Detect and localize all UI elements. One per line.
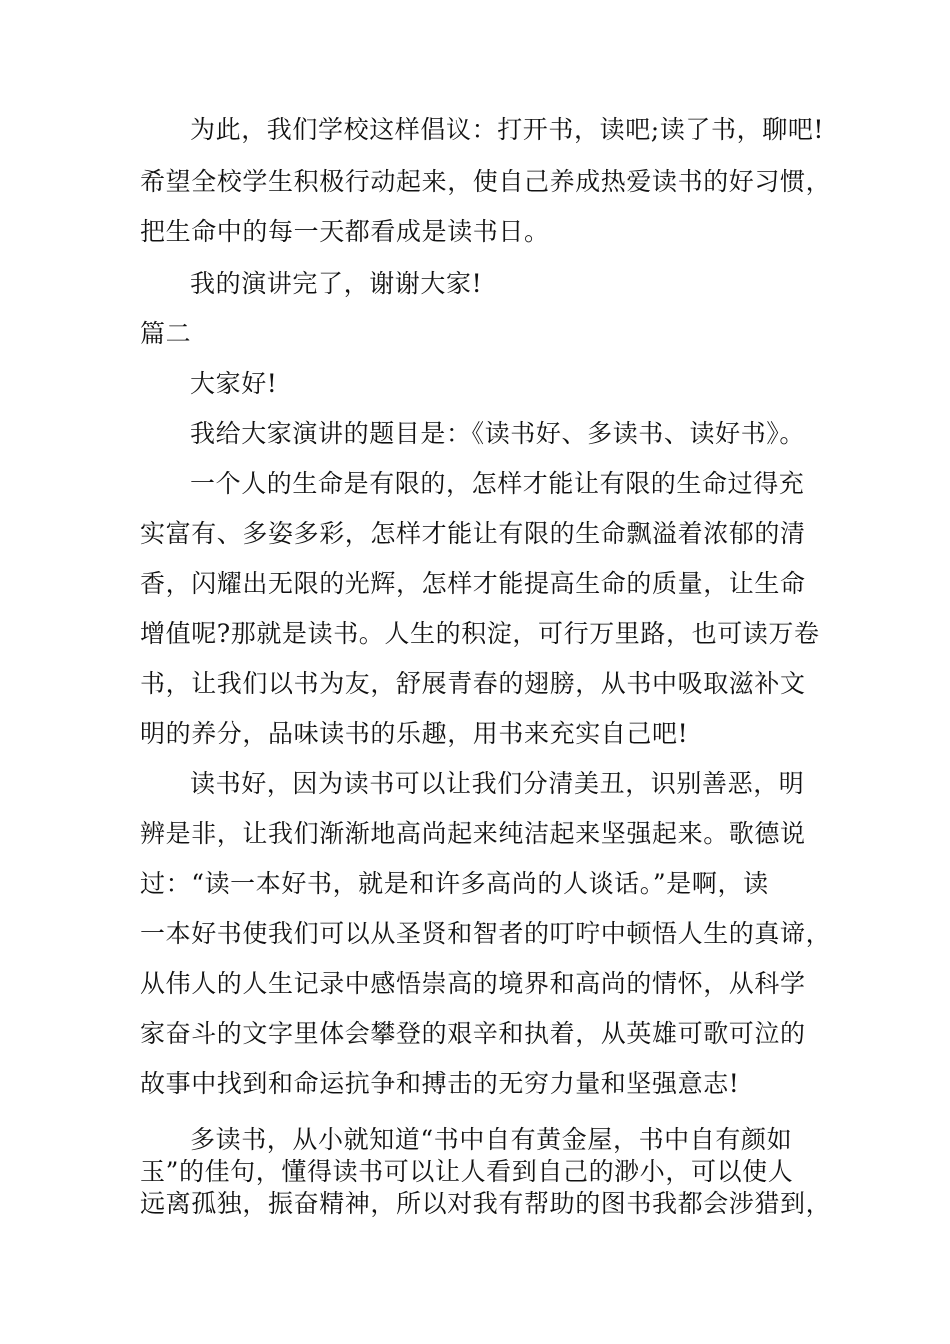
text-line: 故事中找到和命运抗争和搏击的无穷力量和坚强意志!: [140, 1069, 740, 1098]
text-line: 从伟人的人生记录中感悟崇高的境界和高尚的情怀，从科学: [140, 969, 806, 998]
text-line: 明的养分，品味读书的乐趣，用书来充实自己吧!: [140, 719, 689, 748]
text-line: 增值呢?那就是读书。人生的积淀，可行万里路，也可读万卷: [140, 619, 820, 648]
text-line: 实富有、多姿多彩，怎样才能让有限的生命飘溢着浓郁的清: [140, 519, 806, 548]
greeting-line: 大家好!: [190, 369, 278, 398]
text-line: 玉”的佳句，懂得读书可以让人看到自己的渺小，可以使人: [140, 1157, 794, 1186]
text-line: 书，让我们以书为友，舒展青春的翅膀，从书中吸取滋补文: [140, 669, 806, 698]
text-line: 香，闪耀出无限的光辉，怎样才能提高生命的质量，让生命: [140, 569, 806, 598]
text-line: 一本好书使我们可以从圣贤和智者的叮咛中顿悟人生的真谛，: [140, 919, 832, 948]
text-line: 家奋斗的文字里体会攀登的艰辛和执着，从英雄可歌可泣的: [140, 1019, 806, 1048]
text-line: 把生命中的每一天都看成是读书日。: [140, 217, 550, 246]
text-line: 我给大家演讲的题目是：《读书好、多读书、读好书》。: [190, 419, 806, 448]
section-heading: 篇二: [140, 319, 192, 348]
text-line: 一个人的生命是有限的，怎样才能让有限的生命过得充: [190, 469, 805, 498]
text-line: 希望全校学生积极行动起来，使自己养成热爱读书的好习惯，: [140, 167, 832, 196]
text-line: 我的演讲完了，谢谢大家!: [190, 269, 483, 298]
text-line: 多读书，从小就知道“书中自有黄金屋，书中自有颜如: [190, 1125, 793, 1154]
text-line: 为此，我们学校这样倡议：打开书，读吧;读了书，聊吧!: [190, 115, 825, 144]
text-line: 过：“读一本好书，就是和许多高尚的人谈话。”是啊，读: [140, 869, 769, 898]
text-line: 远离孤独，振奋精神，所以对我有帮助的图书我都会涉猎到，: [140, 1189, 832, 1218]
text-line: 读书好，因为读书可以让我们分清美丑，识别善恶，明: [190, 769, 805, 798]
text-line: 辨是非，让我们渐渐地高尚起来纯洁起来坚强起来。歌德说: [140, 819, 806, 848]
